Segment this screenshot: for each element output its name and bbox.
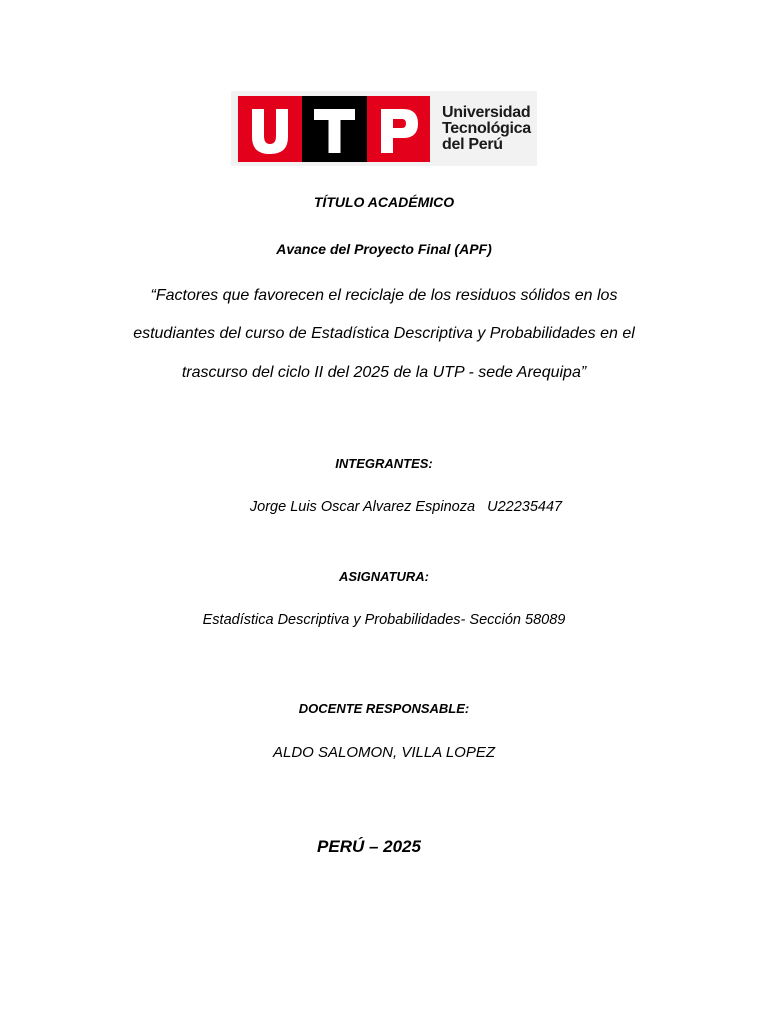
teacher-label: DOCENTE RESPONSABLE: [298,701,470,716]
project-title-line: estudiantes del curso de Estadística Descriptiva y Probabilidades en el [133,325,635,342]
logo-text-line: del Perú [442,136,503,153]
logo-text-line: Tecnológica [442,120,531,137]
project-title-line: trascurso del ciclo II del 2025 de la UTP - sede Arequipa” [181,364,587,381]
teacher-value: ALDO SALOMON, VILLA LOPEZ [272,744,496,761]
utp-logo [231,91,537,166]
place-year: PERÚ – 2025 [317,837,421,856]
letter-t-icon [302,96,367,162]
logo-letter-p [367,96,430,162]
letter-p-icon [367,96,430,162]
course-label: ASIGNATURA: [338,569,430,584]
members-label: INTEGRANTES: [335,456,433,471]
logo-text-line: Universidad [442,104,531,121]
project-title-line: “Factores que favorecen el reciclaje de los residuos sólidos en los [150,287,618,304]
academic-title: TÍTULO ACADÉMICO [313,194,455,210]
logo-letter-u [238,96,302,162]
document-subtitle: Avance del Proyecto Final (APF) [276,241,492,257]
course-value: Estadística Descriptiva y Probabilidades- Sección 58089 [202,612,566,628]
logo-letter-t [302,96,367,162]
letter-u-icon [238,96,302,162]
member-entry: Jorge Luis Oscar Alvarez Espinoza U22235447 [249,499,563,515]
logo-university-name [442,105,531,153]
